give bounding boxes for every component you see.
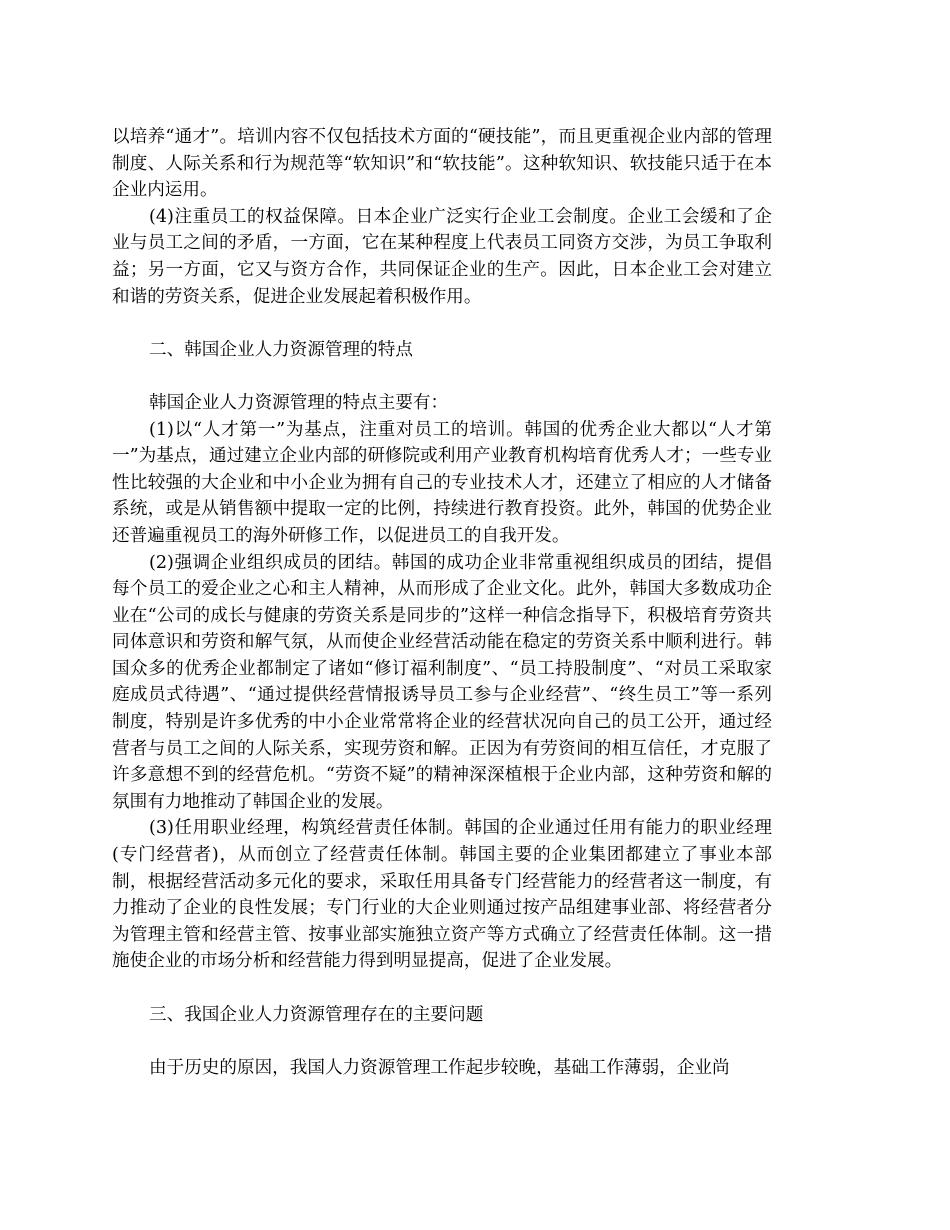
paragraph-spacer — [112, 1028, 772, 1055]
paragraph-korea-unity: (2)强调企业组织成员的团结。韩国的成功企业非常重视组织成员的团结，提倡每个员工的爱企业之心和主人精神，从而形成了企业文化。此外，韩国大多数成功企业在“公司的成长与健康的劳资关系是同步的”这样一种信念指导下，积极培育劳资共同体意识和劳资和解气氛，从而使企业经营活动能在稳定的劳资关系中顺利进行。韩国众多的优秀企业都制定了诸如“修订福利制度”、“员工持股制度”、“对员工采取家庭成员式待遇”、“通过提供经营情报诱导员工参与企业经营”、“终生员工”等一系列制度，特别是许多优秀的中小企业常常将企业的经营状况向自己的员工公开，通过经营者与员工之间的人际关系，实现劳资和解。正因为有劳资间的相互信任，才克服了许多意想不到的经营危机。“劳资不疑”的精神深深植根于企业内部，这种劳资和解的氛围有力地推动了韩国企业的发展。 — [112, 552, 772, 812]
section-heading-korea: 二、韩国企业人力资源管理的特点 — [149, 339, 413, 360]
section-heading-china-problems: 三、我国企业人力资源管理存在的主要问题 — [149, 1004, 484, 1025]
paragraph-training-content: 以培养“通才”。培训内容不仅包括技术方面的“硬技能”，而且更重视企业内部的管理制度、人际关系和行为规范等“软知识”和“软技能”。这种软知识、软技能只适于在本企业内运用。 — [112, 127, 772, 201]
paragraph-spacer — [112, 363, 772, 390]
document-page — [112, 124, 772, 1081]
paragraph-korea-talent: (1)以“人才第一”为基点，注重对员工的培训。韩国的优秀企业大都以“人才第一”为基点，通过建立企业内部的研修院或利用产业教育机构培育优秀人才；一些专业性比较强的大企业和中小企业为拥有自己的专业技术人才，还建立了相应的人才储备系统，或是从销售额中提取一定的比例，持续进行教育投资。此外，韩国的优势企业还普遍重视员工的海外研修工作，以促进员工的自我开发。 — [112, 419, 772, 546]
paragraph-spacer — [112, 975, 772, 1002]
paragraph-korea-managers: (3)任用职业经理，构筑经营责任体制。韩国的企业通过任用有能力的职业经理(专门经营者)，从而创立了经营责任体制。韩国主要的企业集团都建立了事业本部制，根据经营活动多元化的要求，采取任用具备专门经营能力的经营者这一制度，有力推动了企业的良性发展；专门行业的大企业则通过按产品组建事业部、将经营者分为管理主管和经营主管、按事业部实施独立资产等方式确立了经营责任体制。这一措施使企业的市场分析和经营能力得到明显提高，促进了企业发展。 — [112, 818, 772, 972]
paragraph-employee-rights: (4)注重员工的权益保障。日本企业广泛实行企业工会制度。企业工会缓和了企业与员工之间的矛盾，一方面，它在某种程度上代表员工同资方交涉，为员工争取利益；另一方面，它又与资方合作，共同保证企业的生产。因此，日本企业工会对建立和谐的劳资关系，促进企业发展起着积极作用。 — [112, 206, 772, 307]
paragraph-china-history: 由于历史的原因，我国人力资源管理工作起步较晚，基础工作薄弱，企业尚 — [149, 1057, 730, 1078]
paragraph-korea-intro: 韩国企业人力资源管理的特点主要有： — [149, 392, 449, 413]
paragraph-spacer — [112, 310, 772, 337]
